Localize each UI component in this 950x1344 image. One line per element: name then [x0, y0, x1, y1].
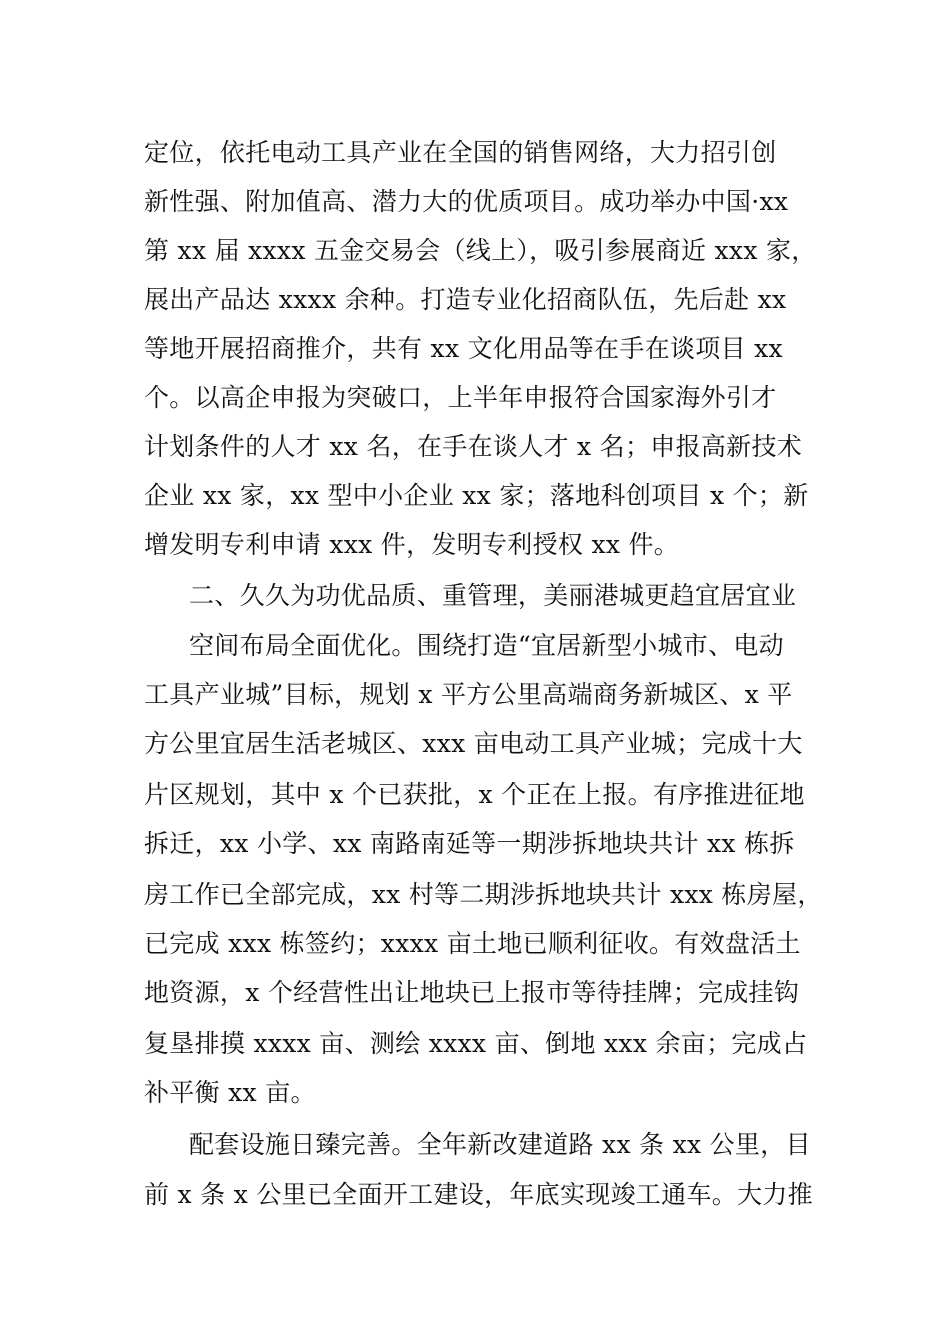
paragraph-1-line: 企业 xx 家，xx 型中小企业 xx 家；落地科创项目 x 个；新: [144, 481, 809, 510]
paragraph-2-line: 片区规划，其中 x 个已获批，x 个正在上报。有序推进征地: [144, 780, 805, 809]
paragraph-2-line: 空间布局全面优化。围绕打造“宜居新型小城市、电动: [189, 631, 784, 660]
paragraph-1-line: 增发明专利申请 xxx 件，发明专利授权 xx 件。: [144, 530, 680, 559]
paragraph-1-line: 定位，依托电动工具产业在全国的销售网络，大力招引创: [144, 138, 777, 167]
section-heading: 二、久久为功优品质、重管理，美丽港城更趋宜居宜业: [189, 581, 797, 610]
paragraph-2-line: 工具产业城”目标，规划 x 平方公里高端商务新城区、x 平: [144, 680, 793, 709]
paragraph-2-line: 拆迁，xx 小学、xx 南路南延等一期涉拆地块共计 xx 栋拆: [144, 829, 795, 858]
paragraph-1-line: 个。以高企申报为突破口，上半年申报符合国家海外引才: [144, 383, 777, 412]
paragraph-2-line: 复垦排摸 xxxx 亩、测绘 xxxx 亩、倒地 xxx 余亩；完成占: [144, 1029, 808, 1058]
paragraph-3-line: 前 x 条 x 公里已全面开工建设，年底实现竣工通车。大力推: [144, 1180, 813, 1209]
paragraph-1-line: 等地开展招商推介，共有 xx 文化用品等在手在谈项目 xx: [144, 334, 783, 363]
paragraph-1-line: 计划条件的人才 xx 名，在手在谈人才 x 名；申报高新技术: [144, 432, 803, 461]
paragraph-2-line: 房工作已全部完成，xx 村等二期涉拆地块共计 xxx 栋房屋，: [144, 880, 823, 909]
paragraph-3-line: 配套设施日臻完善。全年新改建道路 xx 条 xx 公里，目: [189, 1130, 811, 1159]
paragraph-1-line: 展出产品达 xxxx 余种。打造专业化招商队伍，先后赴 xx: [144, 285, 787, 314]
paragraph-1-line: 新性强、附加值高、潜力大的优质项目。成功举办中国·xx: [144, 187, 789, 216]
paragraph-2-line: 补平衡 xx 亩。: [144, 1078, 316, 1107]
paragraph-2-line: 地资源，x 个经营性出让地块已上报市等待挂牌；完成挂钩: [144, 978, 800, 1007]
paragraph-1-line: 第 xx 届 xxxx 五金交易会（线上），吸引参展商近 xxx 家，: [144, 236, 817, 265]
paragraph-2-line: 已完成 xxx 栋签约；xxxx 亩土地已顺利征收。有效盘活土: [144, 929, 801, 958]
paragraph-2-line: 方公里宜居生活老城区、xxx 亩电动工具产业城；完成十大: [144, 729, 803, 758]
